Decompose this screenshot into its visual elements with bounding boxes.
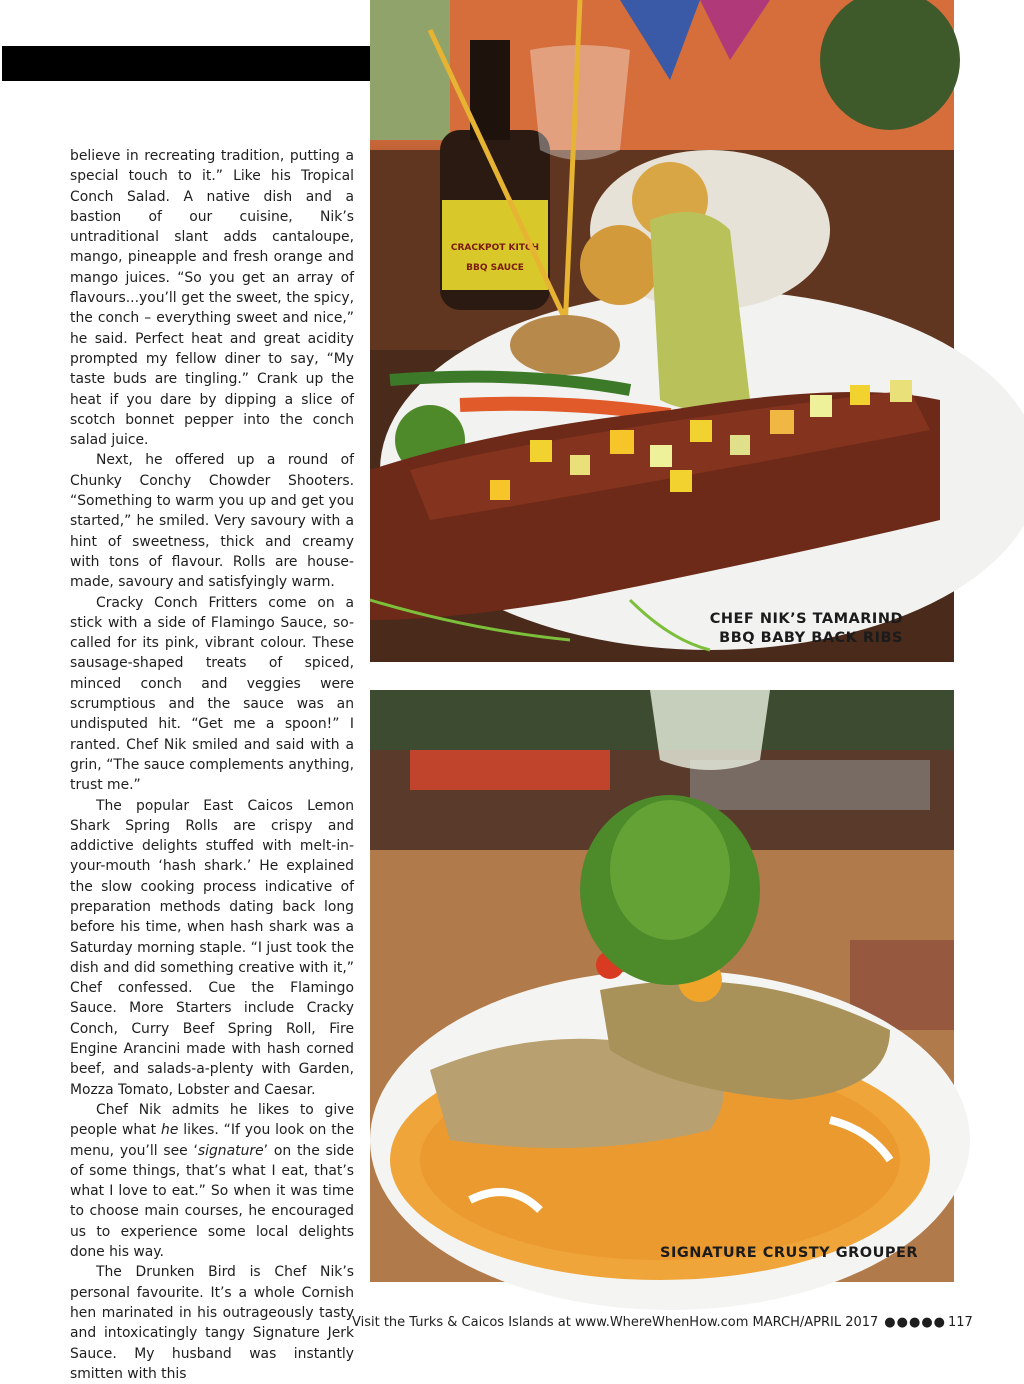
header-black-bar [2, 46, 370, 81]
caption-bbq-ribs [663, 610, 903, 648]
bottle-label-text-2: BBQ SAUCE [466, 263, 524, 273]
photo-bbq-ribs [370, 0, 954, 662]
footer-text: Visit the Turks & Caicos Islands at www.WhereWhenHow.com MARCH/APRIL 2017 [352, 1315, 879, 1330]
paragraph-1: believe in recreating tradition, putting a special touch to it.” Like his Tropical Conch Salad. A native dish and a bastion of our cuisine, Nik’s untraditional slant adds cantaloupe, mango, pineapple and fresh orange and mango juices. “So you get an array of flavours...you’ll get the sweet, the spicy, the conch – everything sweet and nice,” he said. Perfect heat and great acidity prompted my fellow diner to say, “My taste buds are tingling.” Crank up the heat if you dare by dipping a slice of scotch bonnet pepper into the conch salad juice. [70, 148, 354, 449]
p5-text-a: Chef Nik admits he likes to give people what [70, 1101, 354, 1139]
p5-text-c: ’ on the side of some things, that’s what I eat, that’s what I love to eat.” So when it was time to choose main courses, he encouraged us to experience some local delights done his way. [70, 1142, 354, 1261]
caption-bbq-ribs-line-1: CHEF NIK’S TAMARIND [709, 611, 903, 627]
wine-glass [650, 690, 770, 770]
paragraph-6: The Drunken Bird is Chef Nik’s personal favourite. It’s a whole Cornish hen marinated in his outrageously tasty and intoxicatingly tangy Signature Jerk Sauce. My husband was instantly smitten with this [70, 1264, 354, 1382]
muffin-2 [580, 225, 660, 305]
photo-crusty-grouper [370, 690, 954, 1282]
bottle-label-text-1: CRACKPOT KITCH [450, 243, 540, 253]
grouper-illustration [370, 690, 954, 1282]
paragraph-3: Cracky Conch Fritters come on a stick with a side of Flamingo Sauce, so-called for its pink, vibrant colour. These sausage-shaped treats of spiced, minced conch and veggies were scrumptious and the sauce was an undisputed hit. “Get me a spoon!” I ranted. Chef Nik smiled and said with a grin, “The sauce complements anything, trust me.” [70, 594, 354, 794]
page-number: 117 [948, 1315, 973, 1330]
paragraph-4: The popular East Caicos Lemon Shark Spring Rolls are crispy and addictive delights stuffed with melt-in-your-mouth ‘hash shark.’ He explained the slow cooking process indicative of preparation methods dating back long before his time, when hash shark was a Saturday morning staple. “I just took the dish and did something creative with it,” Chef confessed. Cue the Flamingo Sauce. More Starters include Cracky Conch, Curry Beef Spring Roll, Fire Engine Arancini made with hash corned beef, and salads-a-plenty with Garden, Mozza Tomato, Lobster and Caesar. [70, 797, 354, 1098]
article-body [70, 146, 354, 1384]
paragraph-2: Next, he offered up a round of Chunky Conchy Chowder Shooters. “Something to warm you up and get you started,” he smiled. Very savoury with a hint of sweetness, thick and creamy with tons of flavour. Rolls are house-made, savoury and satisfyingly warm. [70, 452, 354, 591]
p5-emphasis-he: he [161, 1122, 179, 1139]
window-greenery [370, 0, 450, 140]
p5-emphasis-signature: signature [197, 1142, 264, 1159]
p5-text-b: likes. “If you look on the menu, you’ll see ‘ [70, 1122, 354, 1159]
caption-bbq-ribs-line-2: BBQ BABY BACK RIBS [719, 630, 903, 646]
footer-dots: ●●●●● [884, 1315, 947, 1330]
ribs-illustration [370, 0, 954, 662]
page-footer [352, 1315, 973, 1330]
rice-mound [510, 315, 620, 375]
caption-crusty-grouper: SIGNATURE CRUSTY GROUPER [660, 1245, 919, 1261]
microgreens-highlight [610, 800, 730, 940]
red-chairs [410, 750, 610, 790]
wine-glass [530, 45, 630, 160]
paragraph-5 [70, 1100, 354, 1262]
